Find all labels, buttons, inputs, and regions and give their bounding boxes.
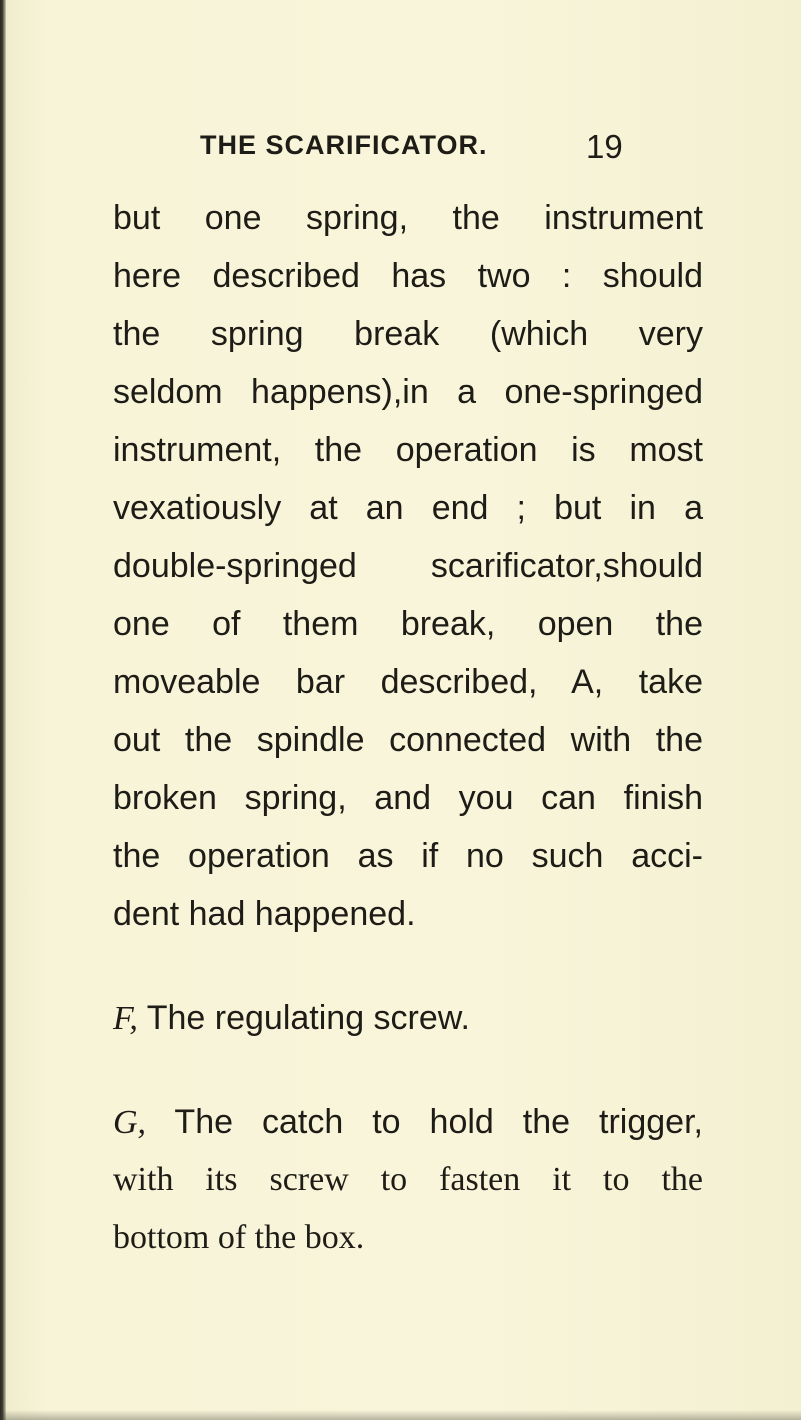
text-line: seldom happens),in a one-springed [113, 373, 703, 411]
text-line: out the spindle connected with the [113, 721, 703, 759]
page-number: 19 [586, 128, 623, 165]
text-line: the operation as if no such acci- [113, 837, 703, 875]
item-g-line-1 [113, 1102, 703, 1143]
running-title: THE SCARIFICATOR. [200, 130, 488, 160]
item-g-letter: G, [113, 1104, 147, 1141]
item-g-line-3: bottom of the box. [113, 1219, 365, 1256]
text-line: here described has two : should [113, 257, 703, 295]
item-g-line-2: with its screw to fasten it to the [113, 1161, 703, 1198]
text-line: instrument, the operation is most [113, 431, 703, 469]
text-line: one of them break, open the [113, 605, 703, 643]
page-bottom-edge [0, 1410, 801, 1420]
text-line: broken spring, and you can finish [113, 779, 703, 817]
text-line: the spring break (which very [113, 315, 703, 353]
item-f-text: The regulating screw. [146, 999, 470, 1037]
text-line: moveable bar described, A, take [113, 663, 703, 701]
text-line: vexatiously at an end ; but in a [113, 489, 703, 527]
item-g-text: The catch to hold the trigger, [174, 1103, 703, 1141]
text-line: dent had happened. [113, 895, 416, 933]
page-left-edge [0, 0, 6, 1420]
text-line: double-springed scarificator,should [113, 547, 703, 585]
item-f-letter: F, [113, 1000, 138, 1037]
text-line: but one spring, the instrument [113, 199, 703, 237]
item-f [113, 998, 703, 1039]
